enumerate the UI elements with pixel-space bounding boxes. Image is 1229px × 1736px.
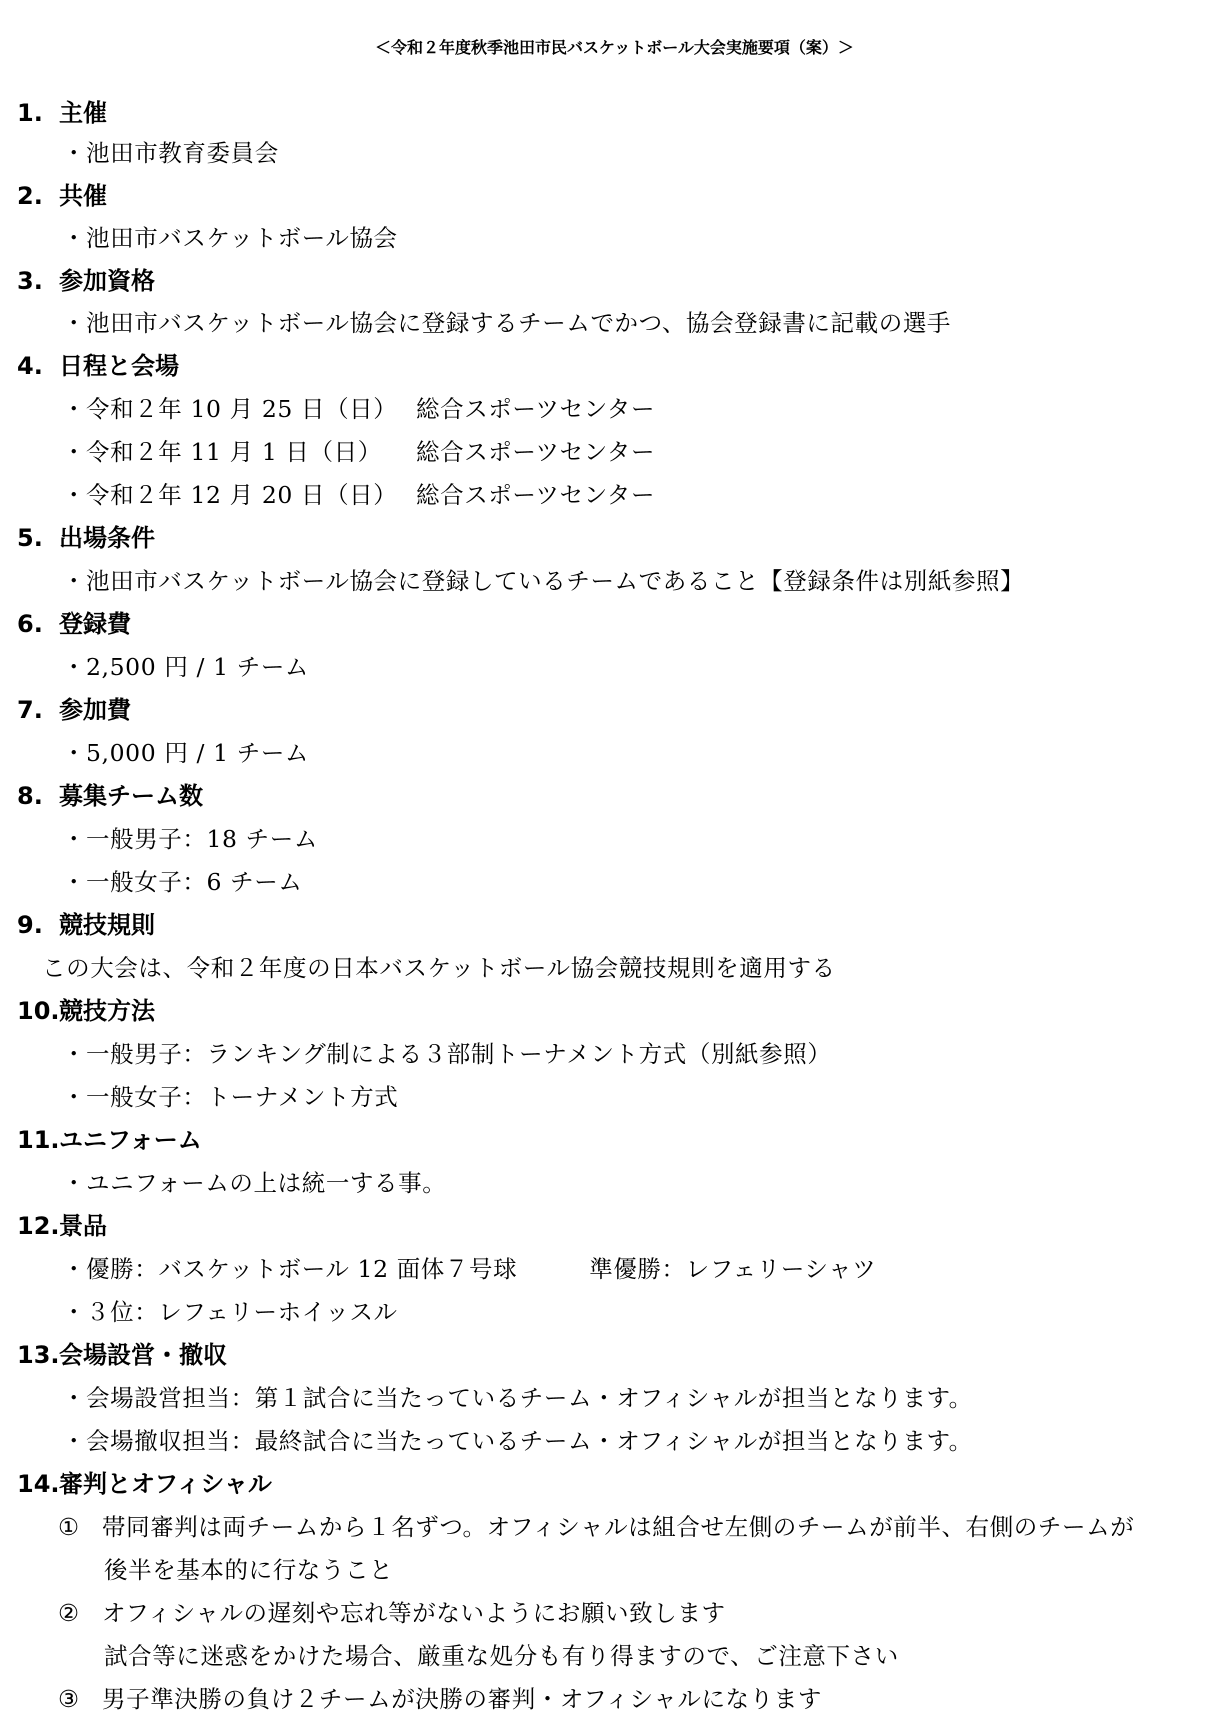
section-heading-venue-setup <box>17 1335 227 1375</box>
prize-first-value: バスケットボール 12 面体７号球 <box>158 1255 518 1283</box>
section-number: 10. <box>17 997 60 1025</box>
section-heading-entry-conditions <box>17 518 155 558</box>
item-marker: ② <box>58 1599 80 1627</box>
section-heading-registration-fee <box>17 604 131 644</box>
section-title: 景品 <box>59 1212 107 1240</box>
section-title: 会場設営・撤収 <box>59 1341 227 1369</box>
list-item: ・池田市バスケットボール協会に登録するチームでかつ、協会登録書に記載の選手 <box>62 309 952 337</box>
section-heading-format <box>17 991 155 1031</box>
list-item: ・一般女子：トーナメント方式 <box>62 1083 399 1111</box>
list-item: ・会場設営担当：第１試合に当たっているチーム・オフィシャルが担当となります。 <box>62 1384 973 1412</box>
section-number: 4. <box>17 352 43 380</box>
list-item: ・池田市バスケットボール協会に登録しているチームであること【登録条件は別紙参照】 <box>62 567 1025 595</box>
list-item: ・5,000 円 / 1 チーム <box>62 739 310 767</box>
section-number: 12. <box>17 1212 60 1240</box>
section-number: 2. <box>17 182 43 210</box>
section-title: 参加費 <box>59 696 131 724</box>
schedule-venue: 総合スポーツセンター <box>416 395 656 423</box>
schedule-row: ・令和２年 10 月 25 日（日） 総合スポーツセンター <box>62 389 655 429</box>
section-title: 日程と会場 <box>59 352 179 380</box>
section-heading-co-organizer <box>17 176 107 216</box>
schedule-row: ・令和２年 12 月 20 日（日） 総合スポーツセンター <box>62 475 655 515</box>
list-item: ・一般女子：6 チーム <box>62 868 303 896</box>
section-heading-eligibility <box>17 261 155 301</box>
section-heading-rules <box>17 905 155 945</box>
section-title: 参加資格 <box>59 267 155 295</box>
section-title: 競技方法 <box>59 997 155 1025</box>
rules-paragraph: この大会は、令和２年度の日本バスケットボール協会競技規則を適用する <box>42 954 836 982</box>
section-heading-participation-fee <box>17 690 131 730</box>
schedule-row: ・令和２年 11 月 1 日（日） 総合スポーツセンター <box>62 432 655 472</box>
schedule-venue: 総合スポーツセンター <box>416 481 656 509</box>
schedule-date: 令和２年 12 月 20 日（日） <box>86 481 398 509</box>
schedule-date: 令和２年 11 月 1 日（日） <box>86 438 382 466</box>
list-item: ・一般男子：ランキング制による３部制トーナメント方式（別紙参照） <box>62 1040 832 1068</box>
section-heading-referees <box>17 1464 272 1504</box>
list-item: ・池田市教育委員会 <box>62 139 279 167</box>
section-title: 共催 <box>59 182 107 210</box>
section-number: 9. <box>17 911 43 939</box>
prize-first-label: 優勝： <box>86 1255 159 1283</box>
section-title: 募集チーム数 <box>59 782 203 810</box>
section-title: 審判とオフィシャル <box>59 1470 272 1498</box>
list-item: ・一般男子：18 チーム <box>62 825 318 853</box>
schedule-date: 令和２年 10 月 25 日（日） <box>86 395 398 423</box>
section-heading-team-count <box>17 776 203 816</box>
rules-emphasis: 令和２年度の日本バスケットボール協会競技規則 <box>186 954 716 982</box>
list-item: ・会場撤収担当：最終試合に当たっているチーム・オフィシャルが担当となります。 <box>62 1427 973 1455</box>
section-number: 5. <box>17 524 43 552</box>
section-heading-organizer <box>17 93 107 133</box>
section-title: 主催 <box>59 99 107 127</box>
section-title: ユニフォーム <box>59 1126 202 1154</box>
list-item: ・2,500 円 / 1 チーム <box>62 653 310 681</box>
section-heading-prizes <box>17 1206 107 1246</box>
prize-row: ・優勝：バスケットボール 12 面体７号球 準優勝：レフェリーシャツ <box>62 1255 877 1283</box>
section-title: 競技規則 <box>59 911 155 939</box>
section-heading-uniform <box>17 1120 202 1160</box>
prize-second-value: レフェリーシャツ <box>685 1255 877 1283</box>
prize-third: ３位：レフェリーホイッスル <box>86 1298 398 1326</box>
section-number: 14. <box>17 1470 60 1498</box>
numbered-item: ① 帯同審判は両チームから１名ずつ。オフィシャルは組合せ左側のチームが前半、右側のチームが <box>58 1507 1134 1547</box>
numbered-item-continuation: 試合等に迷惑をかけた場合、厳重な処分も有り得ますので、ご注意下さい <box>104 1642 899 1670</box>
numbered-item: ② オフィシャルの遅刻や忘れ等がないようにお願い致します <box>58 1593 726 1633</box>
section-title: 出場条件 <box>59 524 155 552</box>
section-heading-schedule <box>17 346 179 386</box>
section-title: 登録費 <box>59 610 131 638</box>
numbered-item-continuation: 後半を基本的に行なうこと <box>104 1556 394 1584</box>
prize-row: ・３位：レフェリーホイッスル <box>62 1298 398 1326</box>
numbered-item: ③ 男子準決勝の負け２チームが決勝の審判・オフィシャルになります <box>58 1679 822 1719</box>
list-item: ・池田市バスケットボール協会 <box>62 224 398 252</box>
item-marker: ③ <box>58 1685 80 1713</box>
schedule-venue: 総合スポーツセンター <box>416 438 656 466</box>
section-number: 3. <box>17 267 43 295</box>
section-number: 11. <box>17 1126 60 1154</box>
section-number: 13. <box>17 1341 60 1369</box>
item-marker: ① <box>58 1513 80 1541</box>
section-number: 1. <box>17 99 43 127</box>
section-number: 8. <box>17 782 43 810</box>
list-item: ・ユニフォームの上は統一する事。 <box>62 1169 447 1197</box>
section-number: 7. <box>17 696 43 724</box>
prize-second-label: 準優勝： <box>589 1255 686 1283</box>
page-title: ＜令和２年度秋季池田市民バスケットボール大会実施要項（案）＞ <box>375 38 854 57</box>
section-number: 6. <box>17 610 43 638</box>
